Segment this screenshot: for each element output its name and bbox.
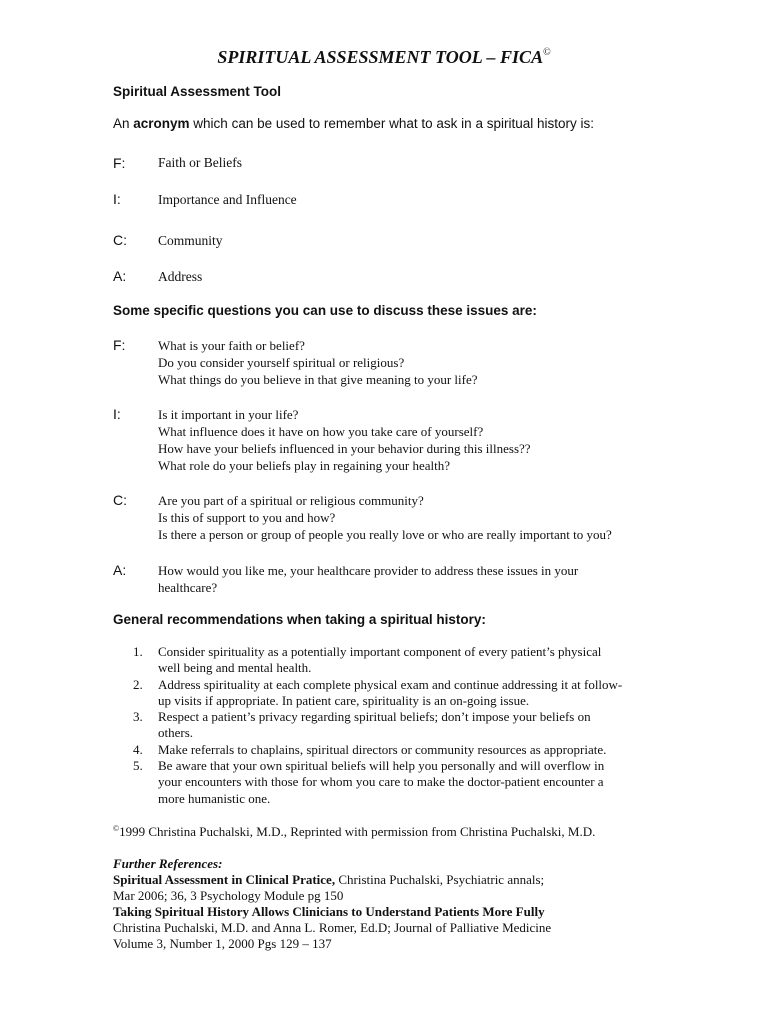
copyright-mark: © bbox=[543, 47, 551, 58]
section-heading-tool: Spiritual Assessment Tool bbox=[113, 84, 282, 99]
question-letter-f: F: bbox=[113, 337, 126, 353]
copyright-text: 1999 Christina Puchalski, M.D., Reprinted with permission from Christina Puchalski, M.D. bbox=[119, 824, 596, 839]
question-letter-c: C: bbox=[113, 492, 127, 508]
acronym-term-i: Importance and Influence bbox=[158, 192, 297, 207]
question-line: Are you part of a spiritual or religious community? bbox=[158, 493, 424, 508]
list-number: 4. bbox=[133, 741, 143, 757]
reference-2-authors: Christina Puchalski, M.D. and Anna L. Romer, Ed.D; Journal of Palliative Medicine bbox=[113, 920, 552, 935]
question-line: Do you consider yourself spiritual or religious? bbox=[158, 355, 405, 370]
question-line: Is there a person or group of people you really love or who are really important to you? bbox=[158, 527, 612, 542]
recommendations-list bbox=[133, 644, 653, 807]
list-number: 2. bbox=[133, 676, 143, 692]
list-number: 5. bbox=[133, 758, 143, 774]
list-item bbox=[133, 742, 653, 758]
question-block-a bbox=[158, 562, 578, 596]
acronym-letter-f: F: bbox=[113, 155, 126, 171]
question-block-c bbox=[158, 492, 612, 543]
list-item bbox=[133, 758, 653, 807]
acronym-term-a: Address bbox=[158, 269, 203, 284]
reference-1 bbox=[113, 872, 551, 888]
list-line: others. bbox=[158, 725, 194, 741]
list-item bbox=[133, 677, 653, 710]
acronym-letter-c: C: bbox=[113, 232, 127, 248]
acronym-letter-i: I: bbox=[113, 191, 121, 207]
section-heading-recommendations: General recommendations when taking a spiritual history: bbox=[113, 612, 486, 627]
further-references bbox=[113, 856, 551, 952]
intro-after: which can be used to remember what to ask in a spiritual history is: bbox=[189, 116, 594, 131]
question-letter-i: I: bbox=[113, 406, 121, 422]
copyright-note bbox=[113, 824, 595, 840]
question-line: What role do your beliefs play in regaining your health? bbox=[158, 458, 451, 473]
title-text: SPIRITUAL ASSESSMENT TOOL – FICA bbox=[217, 47, 544, 67]
question-block-i bbox=[158, 406, 531, 474]
question-line: How have your beliefs influenced in your behavior during this illness?? bbox=[158, 441, 531, 456]
question-line: What things do you believe in that give meaning to your life? bbox=[158, 372, 478, 387]
list-line: Make referrals to chaplains, spiritual directors or community resources as appropriate. bbox=[158, 741, 607, 757]
intro-sentence bbox=[113, 116, 594, 131]
list-number: 1. bbox=[133, 644, 143, 659]
intro-bold: acronym bbox=[133, 116, 190, 131]
list-line: more humanistic one. bbox=[158, 790, 271, 806]
reference-2-details: Volume 3, Number 1, 2000 Pgs 129 – 137 bbox=[113, 936, 332, 951]
question-line: Is this of support to you and how? bbox=[158, 510, 336, 525]
copyright-symbol: © bbox=[113, 824, 120, 833]
reference-1-title: Spiritual Assessment in Clinical Pratice, bbox=[113, 872, 336, 887]
question-line: Is it important in your life? bbox=[158, 407, 299, 422]
list-line: Consider spirituality as a potentially important component of every patient’s physical bbox=[158, 644, 602, 659]
list-line: up visits if appropriate. In patient care, spirituality is an on-going issue. bbox=[158, 692, 530, 708]
reference-2-title: Taking Spiritual History Allows Clinicians to Understand Patients More Fully bbox=[113, 904, 545, 919]
question-block-f bbox=[158, 337, 478, 388]
section-heading-questions: Some specific questions you can use to discuss these issues are: bbox=[113, 303, 537, 318]
question-line: How would you like me, your healthcare provider to address these issues in your bbox=[158, 563, 579, 578]
list-item bbox=[133, 709, 653, 742]
list-number: 3. bbox=[133, 709, 143, 725]
list-line: Address spirituality at each complete physical exam and continue addressing it at follow- bbox=[158, 676, 623, 692]
question-line: healthcare? bbox=[158, 580, 218, 595]
list-line: Respect a patient’s privacy regarding spiritual beliefs; don’t impose your beliefs on bbox=[158, 709, 591, 725]
list-line: well being and mental health. bbox=[158, 660, 312, 676]
acronym-term-c: Community bbox=[158, 233, 223, 248]
acronym-term-f: Faith or Beliefs bbox=[158, 155, 242, 170]
question-line: What influence does it have on how you take care of yourself? bbox=[158, 424, 484, 439]
page-title bbox=[0, 47, 768, 68]
list-line: Be aware that your own spiritual beliefs will help you personally and will overflow in bbox=[158, 758, 605, 774]
list-line: your encounters with those for whom you care to make the doctor-patient encounter a bbox=[158, 774, 604, 790]
reference-1-details: Mar 2006; 36, 3 Psychology Module pg 150 bbox=[113, 888, 344, 903]
reference-1-authors: Christina Puchalski, Psychiatric annals; bbox=[335, 872, 545, 887]
intro-before: An bbox=[113, 116, 134, 131]
references-heading: Further References: bbox=[113, 856, 223, 871]
question-letter-a: A: bbox=[113, 562, 127, 578]
list-item bbox=[133, 644, 653, 677]
acronym-letter-a: A: bbox=[113, 268, 127, 284]
question-line: What is your faith or belief? bbox=[158, 338, 305, 353]
